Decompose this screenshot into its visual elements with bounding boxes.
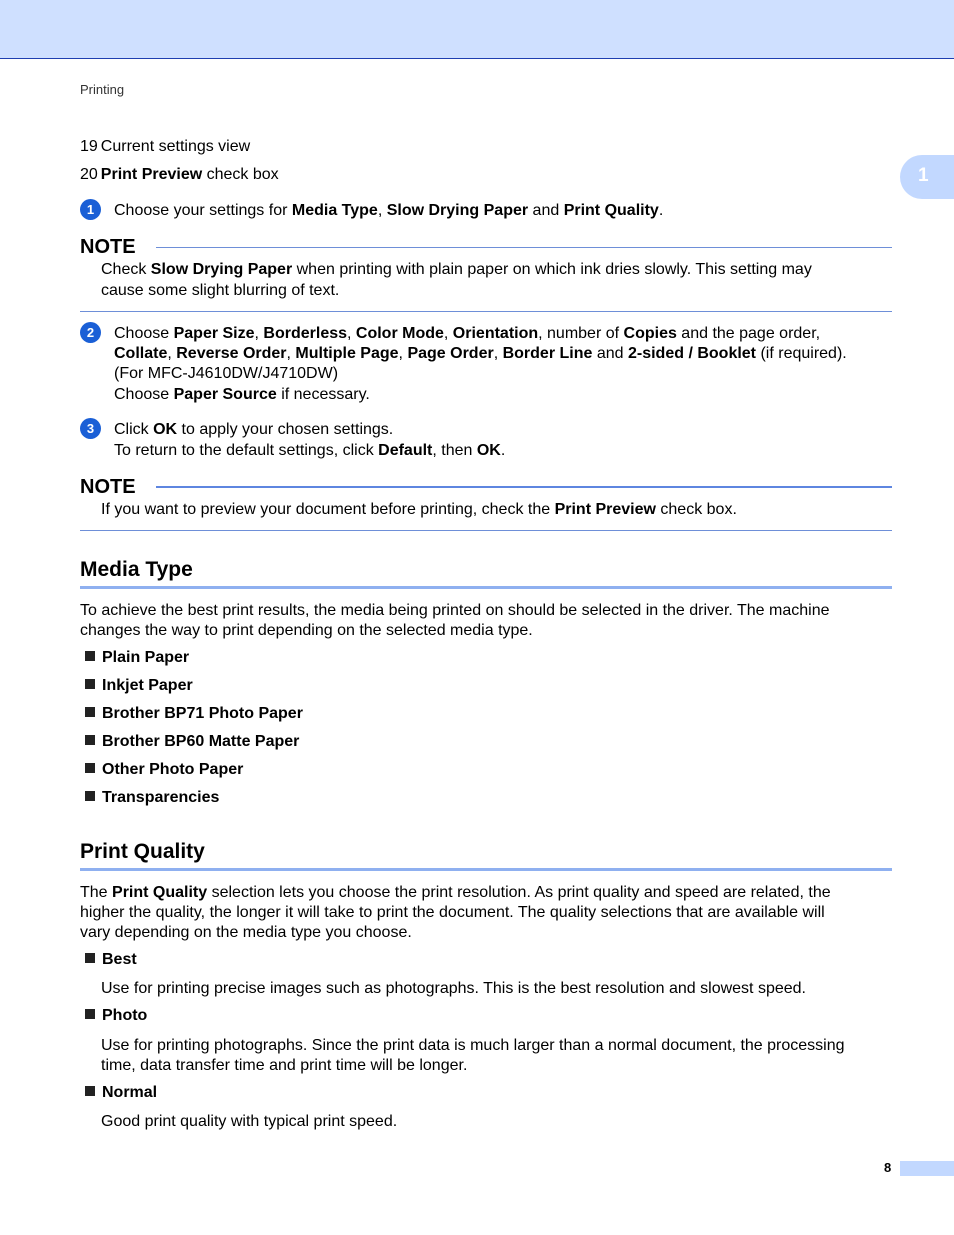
step-2-line-3: (For MFC-J4610DW/J4710DW) [114, 365, 339, 382]
bullet-square-icon [85, 1086, 95, 1096]
note-bottom-rule [80, 530, 892, 531]
bullet-square-icon [85, 791, 95, 801]
paragraph-line: vary depending on the media type you choose. [80, 924, 412, 941]
note-2-text: If you want to preview your document before printing, check the Print Preview check box. [101, 501, 737, 518]
step-2-line-1: Choose Paper Size, Borderless, Color Mode, Orientation, number of Copies and the page order, [114, 325, 821, 342]
note-top-rule [156, 486, 892, 488]
quality-item-best: Best [85, 951, 137, 969]
paragraph-line: The Print Quality selection lets you choose the print resolution. As print quality and speed are related, the [80, 884, 831, 901]
bullet-square-icon [85, 1009, 95, 1019]
bullet-square-icon [85, 953, 95, 963]
media-item: Other Photo Paper [85, 761, 243, 779]
note-bottom-rule [80, 311, 892, 312]
list-bold: Print Preview [100, 166, 203, 183]
section-title-print-quality: Print Quality [80, 840, 205, 863]
page-number: 8 [884, 1160, 892, 1175]
chapter-tab [900, 155, 954, 199]
note-top-rule [156, 247, 892, 248]
list-item-20 [80, 165, 279, 185]
chapter-number: 1 [918, 165, 929, 186]
note-1-line-1: Check Slow Drying Paper when printing with plain paper on which ink dries slowly. This setting may [101, 261, 812, 278]
step-2-icon: 2 [80, 322, 101, 343]
list-text: Current settings view [100, 138, 251, 155]
step-1-icon: 1 [80, 199, 101, 220]
list-number: 19 [80, 138, 98, 155]
quality-desc-photo: Use for printing photographs. Since the print data is much larger than a normal document, the processing [101, 1037, 845, 1054]
media-item: Inkjet Paper [85, 677, 193, 695]
note-title: NOTE [80, 236, 136, 258]
media-item: Brother BP60 Matte Paper [85, 733, 299, 751]
media-item: Transparencies [85, 789, 219, 807]
quality-item-normal: Normal [85, 1084, 157, 1102]
header-band [0, 0, 954, 59]
section-rule [80, 586, 892, 589]
step-1-text: Choose your settings for Media Type, Slow Drying Paper and Print Quality. [114, 202, 664, 219]
section-title-media-type: Media Type [80, 558, 193, 581]
quality-desc-normal: Good print quality with typical print speed. [101, 1113, 398, 1130]
quality-desc-photo: time, data transfer time and print time will be longer. [101, 1057, 468, 1074]
bullet-square-icon [85, 763, 95, 773]
page-tab [900, 1161, 954, 1176]
list-number: 20 [80, 166, 98, 183]
bullet-square-icon [85, 679, 95, 689]
bullet-square-icon [85, 735, 95, 745]
paragraph-line: To achieve the best print results, the media being printed on should be selected in the driver. The machine [80, 602, 830, 619]
section-label: Printing [80, 82, 125, 97]
quality-desc-best: Use for printing precise images such as photographs. This is the best resolution and slowest speed. [101, 980, 806, 997]
paragraph-line: higher the quality, the longer it will take to print the document. The quality selections that are available will [80, 904, 825, 921]
bullet-square-icon [85, 651, 95, 661]
note-1-line-2: cause some slight blurring of text. [101, 282, 340, 299]
note-title: NOTE [80, 476, 136, 498]
step-3-icon: 3 [80, 418, 101, 439]
list-item-19 [80, 137, 250, 157]
media-item: Plain Paper [85, 649, 189, 667]
step-2-line-4: Choose Paper Source if necessary. [114, 386, 370, 403]
step-3-line-1: Click OK to apply your chosen settings. [114, 421, 394, 438]
step-3-line-2: To return to the default settings, click Default, then OK. [114, 442, 506, 459]
media-item: Brother BP71 Photo Paper [85, 705, 303, 723]
bullet-square-icon [85, 707, 95, 717]
list-text: check box [202, 166, 279, 183]
step-2-line-2: Collate, Reverse Order, Multiple Page, Page Order, Border Line and 2-sided / Booklet (if required). [114, 345, 847, 362]
section-rule [80, 868, 892, 871]
paragraph-line: changes the way to print depending on the selected media type. [80, 622, 533, 639]
quality-item-photo: Photo [85, 1007, 147, 1025]
